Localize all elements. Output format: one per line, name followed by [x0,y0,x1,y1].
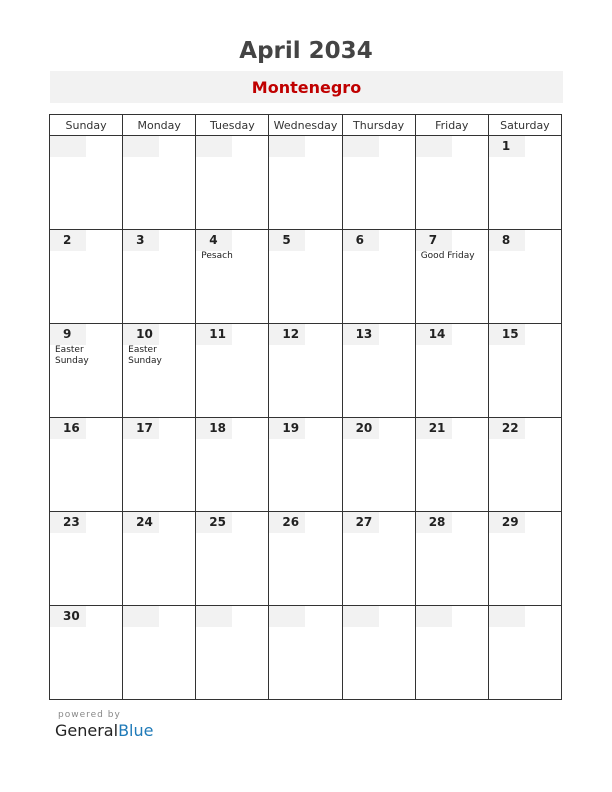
day-cell [50,324,123,418]
day-number: 3 [136,233,145,247]
day-number: 24 [136,515,153,529]
day-cell [342,324,415,418]
day-number: 11 [209,327,226,341]
day-number: 4 [209,233,218,247]
day-number-box [416,136,452,157]
day-number: 9 [63,327,72,341]
weekday-thursday: Thursday [342,115,415,136]
day-cell [342,606,415,700]
day-cell [269,606,342,700]
day-number: 12 [282,327,300,341]
day-cell [415,230,488,324]
week-row [50,606,562,700]
week-row [50,324,562,418]
day-number: 14 [428,327,446,341]
holiday-label: Pesach [201,251,233,261]
page-title: April 2034 [239,38,373,64]
brand-general: General [55,721,119,740]
day-cell [50,230,123,324]
day-cell [123,512,196,606]
day-cell [50,606,123,700]
day-cell [415,512,488,606]
week-row [50,512,562,606]
holiday-label: Easter Sunday [55,345,89,366]
day-cell [342,136,415,230]
day-cell [123,606,196,700]
brand-blue: Blue [118,721,154,740]
day-cell [269,418,342,512]
day-number: 17 [136,421,153,435]
day-number: 7 [428,233,438,247]
day-number: 8 [501,233,511,247]
day-cell [50,136,123,230]
day-number: 26 [282,515,300,529]
day-cell [123,324,196,418]
country-name: Montenegro [251,78,362,97]
day-number: 18 [209,421,226,435]
day-number: 28 [428,515,446,529]
week-row [50,136,562,230]
weekday-header-row [50,115,562,136]
day-cell [196,606,269,700]
day-cell [488,512,561,606]
weekday-tuesday: Tuesday [196,115,269,136]
weekday-monday: Monday [123,115,196,136]
day-number: 19 [282,421,300,435]
day-number: 15 [501,327,519,341]
day-cell [196,324,269,418]
day-number: 23 [63,515,80,529]
day-number-box [269,136,305,157]
day-cell [488,230,561,324]
day-number: 30 [63,609,80,623]
weekday-sunday: Sunday [50,115,123,136]
day-cell [269,136,342,230]
day-cell [269,324,342,418]
day-number: 27 [355,515,373,529]
day-number-box [269,606,305,627]
holiday-label: Easter Sunday [128,345,162,366]
day-number: 2 [63,233,72,247]
day-cell [123,230,196,324]
day-cell [269,230,342,324]
day-cell [50,418,123,512]
generalblue-logo[interactable] [55,721,153,740]
day-number-box [416,606,452,627]
day-cell [196,136,269,230]
week-row [50,418,562,512]
week-row [50,230,562,324]
day-number-box [489,606,525,627]
day-number: 5 [282,233,291,247]
day-number: 16 [63,421,80,435]
day-number-box [123,136,159,157]
day-number: 10 [136,327,153,341]
day-number-box [343,606,379,627]
day-cell [123,136,196,230]
day-number-box [50,136,86,157]
day-cell [123,418,196,512]
day-number-box [196,606,232,627]
powered-by-text: powered by [58,710,121,720]
day-number: 25 [209,515,226,529]
day-cell [342,512,415,606]
day-cell [488,606,561,700]
country-banner [50,71,563,103]
day-cell [196,418,269,512]
day-number-box [123,606,159,627]
day-number-box [196,136,232,157]
day-cell [488,136,561,230]
day-number: 20 [355,421,373,435]
day-cell [342,230,415,324]
calendar-grid [49,114,562,700]
day-cell [342,418,415,512]
day-cell [488,418,561,512]
day-cell [196,230,269,324]
weekday-saturday: Saturday [488,115,561,136]
day-cell [50,512,123,606]
day-cell [415,136,488,230]
day-number: 21 [428,421,446,435]
day-cell [488,324,561,418]
day-number: 1 [501,139,511,153]
weekday-friday: Friday [415,115,488,136]
day-cell [415,418,488,512]
day-cell [415,324,488,418]
day-number-box [343,136,379,157]
day-number: 22 [501,421,519,435]
holiday-label: Good Friday [420,251,475,261]
day-number: 29 [501,515,519,529]
day-number: 6 [355,233,364,247]
weekday-wednesday: Wednesday [269,115,342,136]
day-cell [196,512,269,606]
day-cell [415,606,488,700]
day-cell [269,512,342,606]
day-number: 13 [355,327,373,341]
